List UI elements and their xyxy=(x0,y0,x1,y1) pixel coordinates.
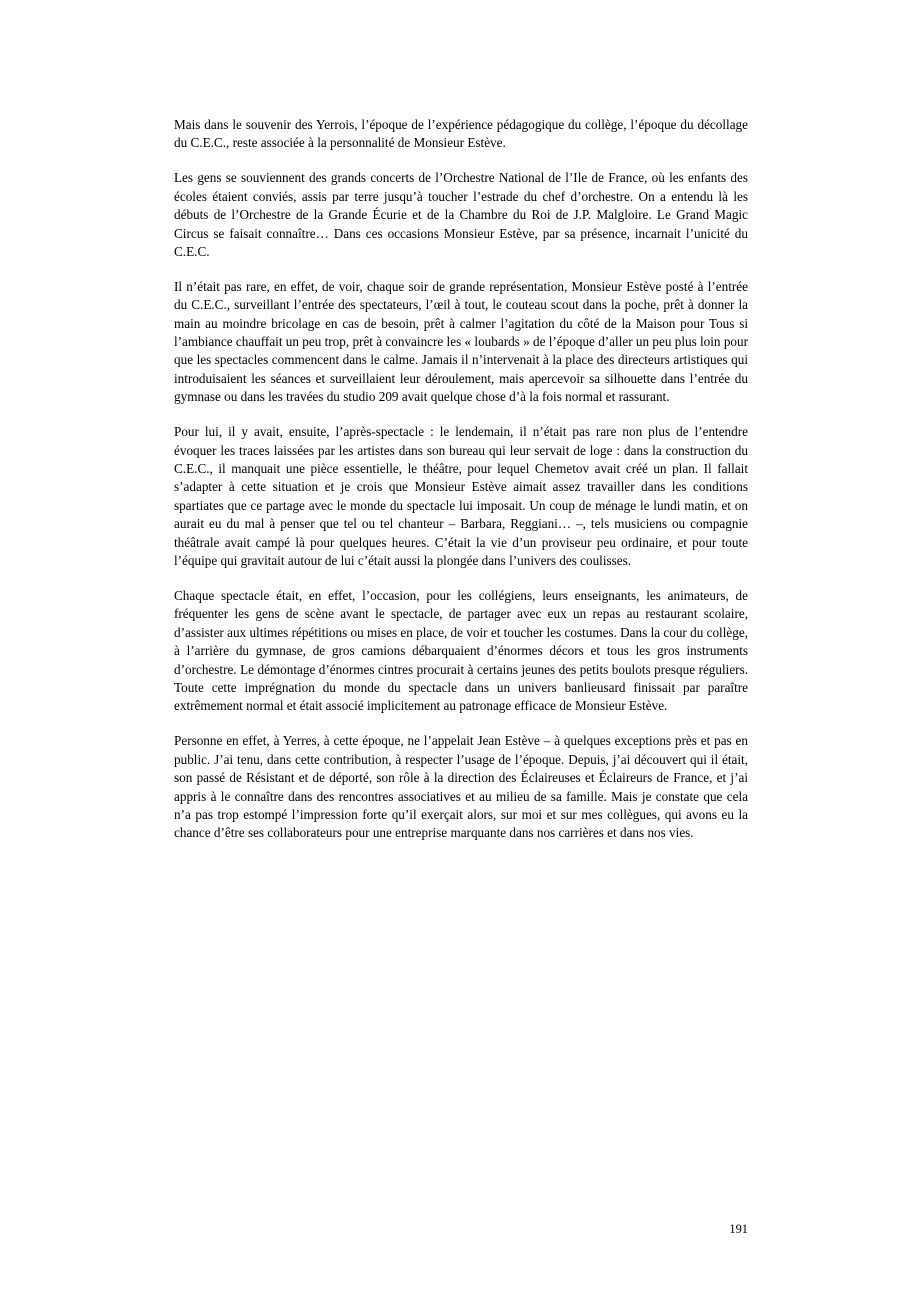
paragraph: Chaque spectacle était, en effet, l’occasion, pour les collégiens, leurs enseignants, les animateurs, de fréquenter les gens de scène avant le spectacle, de partager avec eux un repas au restaurant scolaire, d’assister aux ultimes répétitions ou mises en place, de voir et toucher les costumes. Dans la cour du collège, à l’arrière du gymnase, de gros camions débarquaient d’énormes décors et tous les gros instruments d’orchestre. Le démontage d’énormes cintres procurait à certains jeunes des petits boulots presque réguliers. Toute cette imprégnation du monde du spectacle dans un univers banlieusard finissait par paraître extrêmement normal et était associé implicitement au patronage efficace de Monsieur Estève. xyxy=(174,587,748,714)
paragraph: Les gens se souviennent des grands concerts de l’Orchestre National de l’Ile de France, où les enfants des écoles étaient conviés, assis par terre jusqu’à toucher l’estrade du chef d’orchestre. On a entendu là les débuts de l’Orchestre de la Grande Écurie et de la Chambre du Roi de J.P. Malgloire. Le Grand Magic Circus se faisait connaître… Dans ces occasions Monsieur Estève, par sa présence, incarnait l’unicité du C.E.C. xyxy=(174,170,748,259)
paragraph: Pour lui, il y avait, ensuite, l’après-spectacle : le lendemain, il n’était pas rare non plus de l’entendre évoquer les traces laissées par les artistes dans son bureau qui leur servait de loge : dans la construction du C.E.C., il manquait une pièce essentielle, le théâtre, pour lequel Chemetov avait créé un plan. Il fallait s’adapter à cette situation et je crois que Monsieur Estève aimait assez travailler dans les conditions spartiates que ce partage avec le monde du spectacle lui imposait. Un coup de ménage le lundi matin, et on aurait eu du mal à penser que tel ou tel chanteur – Barbara, Reggiani… –, tels musiciens ou compagnie théâtrale avait campé là pour quelques heures. C’était la vie d’un proviseur peu ordinaire, et pour toute l’équipe qui gravitait autour de lui c’était aussi la plongée dans l’univers des coulisses. xyxy=(174,424,748,569)
body-text xyxy=(174,116,748,843)
paragraph: Mais dans le souvenir des Yerrois, l’époque de l’expérience pédagogique du collège, l’époque du décollage du C.E.C., reste associée à la personnalité de Monsieur Estève. xyxy=(174,117,748,151)
page-number: 191 xyxy=(729,1222,748,1236)
paragraph: Personne en effet, à Yerres, à cette époque, ne l’appelait Jean Estève – à quelques exceptions près et pas en public. J’ai tenu, dans cette contribution, à respecter l’usage de l’époque. Depuis, j’ai découvert qui il était, son passé de Résistant et de déporté, son rôle à la direction des Éclaireuses et Éclaireurs de France, et j’ai appris à le connaître dans des rencontres associatives et au milieu de sa famille. Mais je constate que cela n’a pas trop estompé l’impression forte qu’il exerçait alors, sur moi et sur mes collègues, qui avons eu la chance d’être ses collaborateurs pour une entreprise marquante dans nos carrières et dans nos vies. xyxy=(174,733,748,841)
paragraph: Il n’était pas rare, en effet, de voir, chaque soir de grande représentation, Monsieur Estève posté à l’entrée du C.E.C., surveillant l’entrée des spectateurs, l’œil à tout, le couteau scout dans la poche, prêt à donner la main au moindre bricolage en cas de besoin, prêt à calmer l’agitation du côté de la Maison pour Tous si l’ambiance chauffait un peu trop, prêt à convaincre les « loubards » de l’époque d’aller un peu plus loin pour que les spectacles commencent dans le calme. Jamais il n’intervenait à la place des directeurs artistiques qui introduisaient les séances et surveillaient leur déroulement, mais apercevoir sa silhouette dans l’entrée du gymnase ou dans les travées du studio 209 avait quelque chose d’à la fois normal et rassurant. xyxy=(174,278,748,405)
